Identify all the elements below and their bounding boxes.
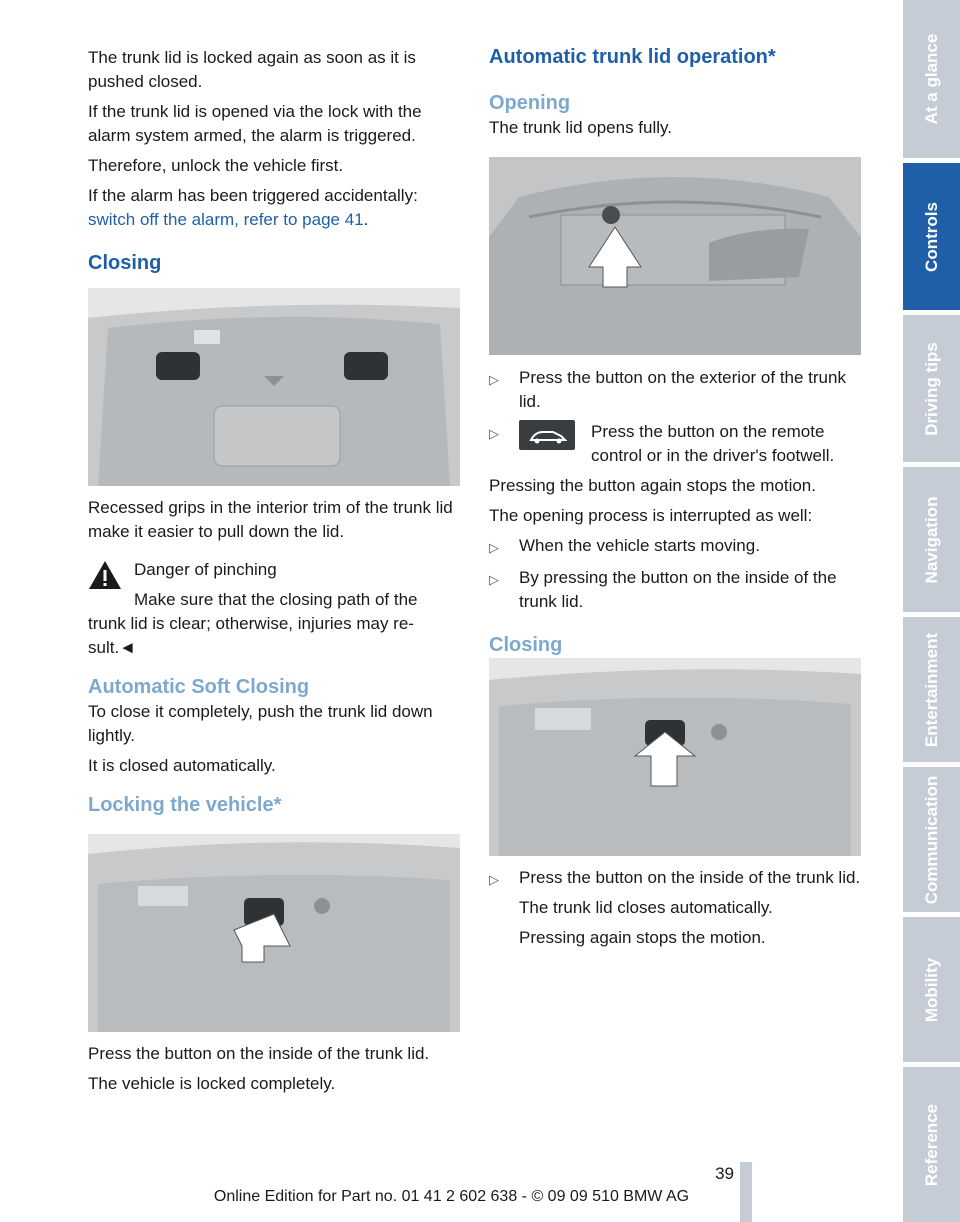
paragraph: The trunk lid is locked again as soon as it is pushed closed. — [88, 48, 416, 91]
warning-title: Danger of pinching — [134, 560, 277, 579]
bullet-content — [519, 866, 860, 950]
page-number: 39 — [715, 1164, 734, 1183]
alarm-page-link[interactable]: switch off the alarm, refer to page 41 — [88, 210, 364, 229]
bullet-item — [489, 866, 861, 950]
bullet-item — [489, 534, 861, 560]
tab-reference[interactable] — [903, 1067, 960, 1222]
trunk-lock-button-image — [88, 834, 460, 1032]
car-rear-opening-image — [489, 157, 861, 355]
bullet-subtext: Pressing again stops the motion. — [519, 928, 766, 947]
tab-navigation[interactable] — [903, 467, 960, 612]
opening-heading: Opening — [489, 92, 571, 114]
paragraph: Recessed grips in the interior trim of the trunk lid make it easier to pull down the lid. — [88, 498, 453, 541]
tab-label: Communication — [921, 775, 941, 904]
tab-entertainment[interactable] — [903, 617, 960, 762]
right-column-middle — [489, 366, 861, 658]
tab-label: Entertainment — [921, 632, 941, 747]
paragraph: Therefore, unlock the vehicle first. — [88, 156, 344, 175]
closing-heading: Closing — [88, 252, 162, 274]
paragraph-text: If the alarm has been triggered accidentally: — [88, 186, 418, 205]
warning-icon — [88, 560, 122, 590]
chapter-tabs — [903, 0, 960, 1222]
bullet-text: Press the button on the inside of the trunk lid. — [519, 868, 861, 887]
tab-communication[interactable] — [903, 767, 960, 912]
closing-heading-right: Closing — [489, 634, 563, 656]
soft-closing-heading: Automatic Soft Closing — [88, 676, 310, 698]
paragraph: The opening process is interrupted as well: — [489, 506, 813, 525]
warning-text: Make sure that the closing path of the trunk lid is clear; otherwise, injuries may re-sult.◄ — [88, 590, 418, 657]
locking-heading: Locking the vehicle* — [88, 794, 282, 816]
tab-driving-tips[interactable] — [903, 315, 960, 462]
remote-trunk-button-icon — [519, 420, 575, 450]
left-column-middle — [88, 496, 460, 818]
main-heading: Automatic trunk lid operation* — [489, 46, 776, 68]
tab-label: Driving tips — [921, 341, 941, 436]
bullet-text: Press the button on the remote control or in the driver's footwell. — [591, 422, 835, 465]
tab-label: Reference — [921, 1103, 941, 1186]
paragraph: The vehicle is locked completely. — [88, 1074, 336, 1093]
warning-block — [88, 558, 460, 660]
right-column — [489, 44, 861, 146]
bullet-mark: ▷ — [489, 372, 499, 387]
bullet-item — [489, 420, 861, 468]
tab-label: Mobility — [921, 957, 941, 1022]
left-column — [88, 46, 460, 276]
paragraph — [88, 184, 460, 232]
bullet-subtext: The trunk lid closes automatically. — [519, 898, 773, 917]
paragraph: The trunk lid opens fully. — [489, 118, 672, 137]
bullet-mark: ▷ — [489, 426, 499, 441]
period: . — [363, 210, 369, 229]
bullet-text: Press the button on the exterior of the trunk lid. — [519, 368, 846, 411]
paragraph: If the trunk lid is opened via the lock with the alarm system armed, the alarm is triggered. — [88, 102, 422, 145]
bullet-content — [519, 420, 861, 468]
bullet-item — [489, 366, 861, 414]
tab-controls[interactable] — [903, 163, 960, 310]
tab-label: Controls — [921, 201, 941, 272]
bullet-text: When the vehicle starts moving. — [519, 536, 760, 555]
tab-at-a-glance[interactable] — [903, 0, 960, 158]
bullet-item — [489, 566, 861, 614]
trunk-close-button-image — [489, 658, 861, 856]
trunk-interior-grips-image — [88, 288, 460, 486]
footer-text: Online Edition for Part no. 01 41 2 602 638 - © 09 09 510 BMW AG — [213, 1188, 690, 1205]
bullet-text: By pressing the button on the inside of the trunk lid. — [519, 568, 837, 611]
bullet-mark: ▷ — [489, 540, 499, 555]
right-column-bottom — [489, 866, 861, 956]
tab-mobility[interactable] — [903, 917, 960, 1062]
bullet-mark: ▷ — [489, 872, 499, 887]
tab-label: At a glance — [921, 33, 941, 125]
tab-label: Navigation — [921, 496, 941, 583]
bullet-mark: ▷ — [489, 572, 499, 587]
paragraph: It is closed automatically. — [88, 756, 276, 775]
paragraph: Pressing the button again stops the motion. — [489, 476, 816, 495]
paragraph: To close it completely, push the trunk lid down lightly. — [88, 702, 433, 745]
paragraph: Press the button on the inside of the trunk lid. — [88, 1044, 430, 1063]
left-column-bottom — [88, 1042, 460, 1102]
